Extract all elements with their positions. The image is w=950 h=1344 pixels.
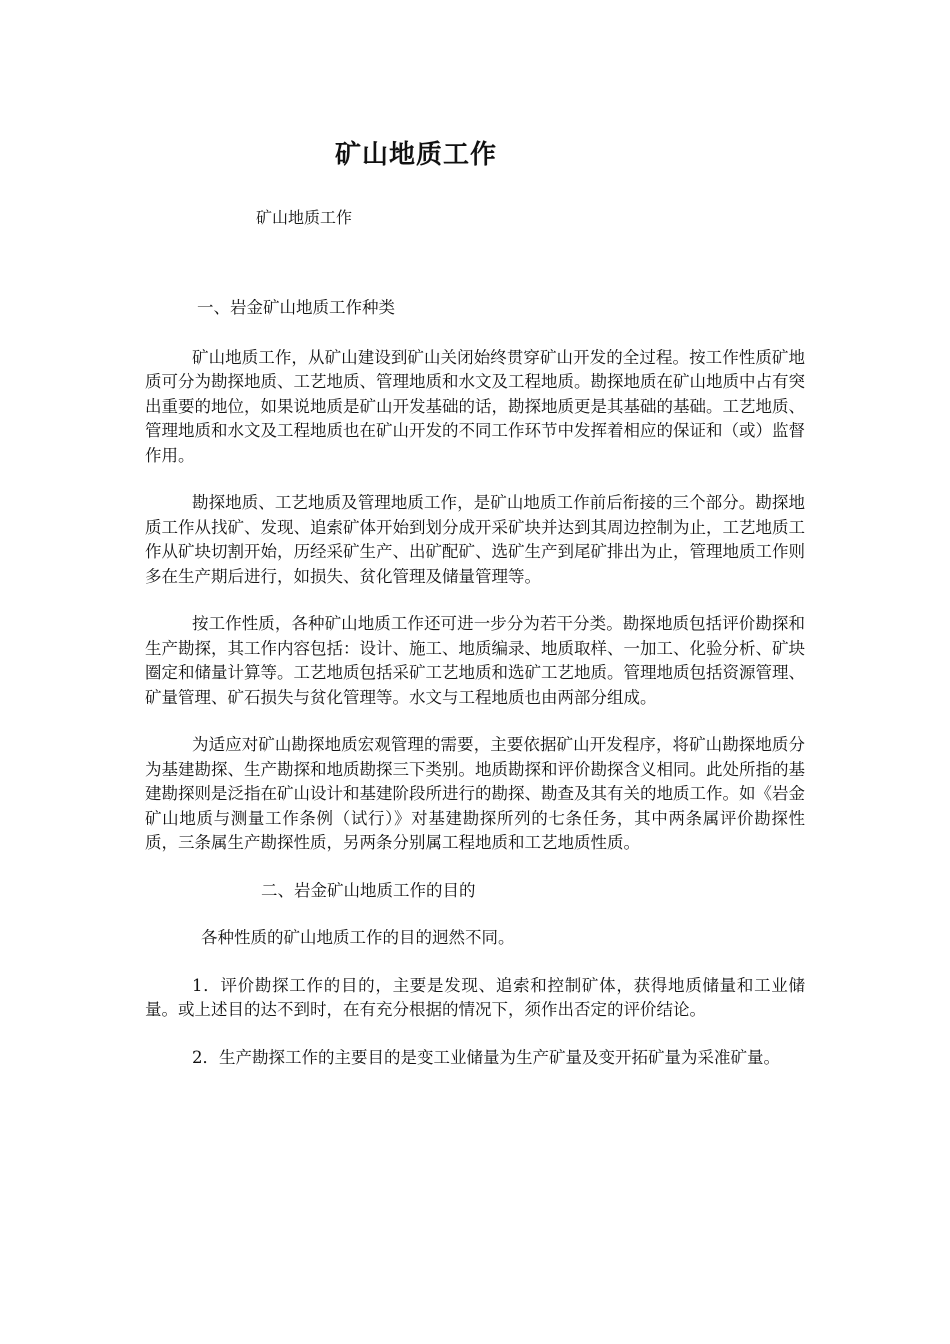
paragraph-7: 2．生产勘探工作的主要目的是变工业储量为生产矿量及变开拓矿量为采准矿量。 xyxy=(192,1047,781,1067)
paragraph-3: 按工作性质，各种矿山地质工作还可进一步分为若干分类。勘探地质包括评价勘探和生产勘探，其工作内容包括：设计、施工、地质编录、地质取样、一加工、化验分析、矿块圈定和储量计算等。工艺地质包括采矿工艺地质和选矿工艺地质。管理地质包括资源管理、矿量管理、矿石损失与贫化管理等。水文与工程地质也由两部分组成。 xyxy=(145,614,805,707)
paragraph-2: 勘探地质、工艺地质及管理地质工作，是矿山地质工作前后衔接的三个部分。勘探地质工作从找矿、发现、追索矿体开始到划分成开采矿块并达到其周边控制为止，工艺地质工作从矿块切割开始，历经采矿生产、出矿配矿、选矿生产到尾矿排出为止，管理地质工作则多在生产期后进行，如损失、贫化管理及储量管理等。 xyxy=(145,493,805,586)
document-title: 矿山地质工作 xyxy=(334,140,497,170)
section-heading-2: 二、岩金矿山地质工作的目的 xyxy=(261,880,476,900)
paragraph-6: 1．评价勘探工作的目的，主要是发现、追索和控制矿体，获得地质储量和工业储量。或上述目的达不到时，在有充分根据的情况下，须作出否定的评价结论。 xyxy=(145,975,805,1019)
section-heading-1: 一、岩金矿山地质工作种类 xyxy=(197,298,395,317)
paragraph-1: 矿山地质工作，从矿山建设到矿山关闭始终贯穿矿山开发的全过程。按工作性质矿地质可分为勘探地质、工艺地质、管理地质和水文及工程地质。勘探地质在矿山地质中占有突出重要的地位，如果说地质是矿山开发基础的话，勘探地质更是其基础的基础。工艺地质、管理地质和水文及工程地质也在矿山开发的不同工作环节中发挥着相应的保证和（或）监督作用。 xyxy=(145,347,805,465)
document-body xyxy=(145,296,805,1093)
document-subtitle: 矿山地质工作 xyxy=(256,208,353,227)
paragraph-5: 各种性质的矿山地质工作的目的迥然不同。 xyxy=(201,928,515,947)
paragraph-4: 为适应对矿山勘探地质宏观管理的需要，主要依据矿山开发程序，将矿山勘探地质分为基建勘探、生产勘探和地质勘探三下类别。地质勘探和评价勘探含义相同。此处所指的基建勘探则是泛指在矿山设计和基建阶段所进行的勘探、勘查及其有关的地质工作。如《岩金矿山地质与测量工作条例（试行）》对基建勘探所列的七条任务，其中两条属评价勘探性质，三条属生产勘探性质，另两条分别属工程地质和工艺地质性质。 xyxy=(145,735,805,852)
